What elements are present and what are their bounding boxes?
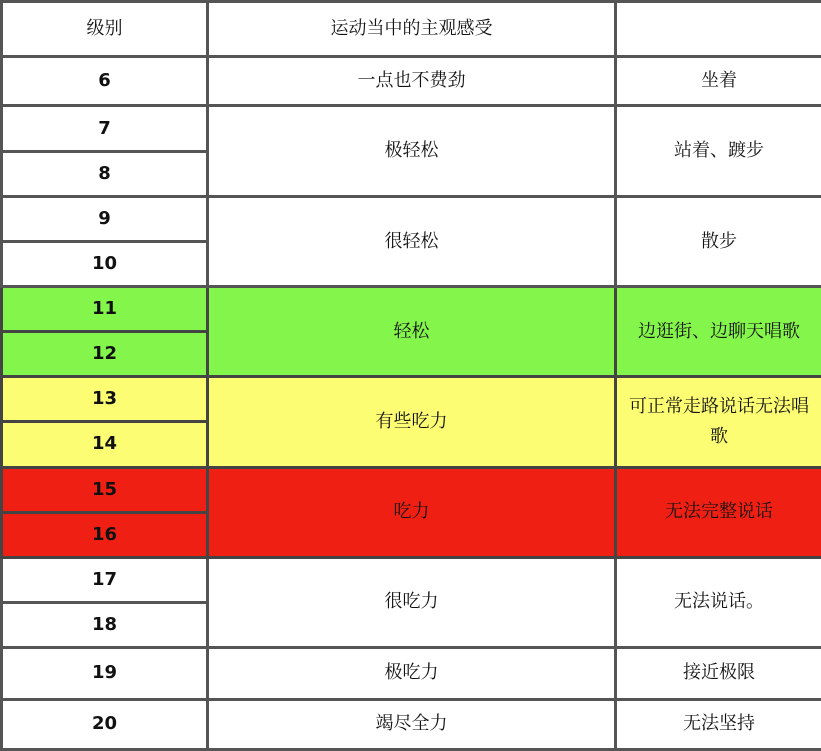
activity-cell: 无法说话。 xyxy=(616,557,821,647)
header-activity xyxy=(616,2,821,57)
activity-cell: 边逛街、边聊天唱歌 xyxy=(616,287,821,377)
header-level: 级别 xyxy=(2,2,208,57)
level-cell: 20 xyxy=(2,699,208,749)
feeling-cell: 一点也不费劲 xyxy=(208,57,616,106)
level-cell: 8 xyxy=(2,152,208,197)
table-row xyxy=(2,57,821,106)
activity-cell: 接近极限 xyxy=(616,647,821,699)
feeling-cell: 极轻松 xyxy=(208,106,616,197)
table-row xyxy=(2,106,821,152)
header-row xyxy=(2,2,821,57)
level-cell: 10 xyxy=(2,242,208,287)
activity-cell: 可正常走路说话无法唱歌 xyxy=(616,377,821,467)
table-row xyxy=(2,467,821,512)
feeling-cell: 轻松 xyxy=(208,287,616,377)
table-row xyxy=(2,287,821,332)
activity-cell: 站着、踱步 xyxy=(616,106,821,197)
activity-cell: 坐着 xyxy=(616,57,821,106)
level-cell: 19 xyxy=(2,647,208,699)
level-cell: 13 xyxy=(2,377,208,422)
level-cell: 16 xyxy=(2,512,208,557)
activity-cell: 无法坚持 xyxy=(616,699,821,749)
level-cell: 17 xyxy=(2,557,208,602)
level-cell: 14 xyxy=(2,422,208,467)
level-cell: 6 xyxy=(2,57,208,106)
table-row xyxy=(2,699,821,749)
table-row xyxy=(2,197,821,242)
level-cell: 7 xyxy=(2,106,208,152)
feeling-cell: 有些吃力 xyxy=(208,377,616,467)
header-feeling: 运动当中的主观感受 xyxy=(208,2,616,57)
level-cell: 12 xyxy=(2,332,208,377)
feeling-cell: 竭尽全力 xyxy=(208,699,616,749)
feeling-cell: 极吃力 xyxy=(208,647,616,699)
level-cell: 11 xyxy=(2,287,208,332)
table-row xyxy=(2,377,821,422)
feeling-cell: 吃力 xyxy=(208,467,616,557)
feeling-cell: 很吃力 xyxy=(208,557,616,647)
table-row xyxy=(2,557,821,602)
table-row xyxy=(2,647,821,699)
activity-cell: 散步 xyxy=(616,197,821,287)
level-cell: 18 xyxy=(2,602,208,647)
level-cell: 15 xyxy=(2,467,208,512)
level-cell: 9 xyxy=(2,197,208,242)
feeling-cell: 很轻松 xyxy=(208,197,616,287)
activity-cell: 无法完整说话 xyxy=(616,467,821,557)
